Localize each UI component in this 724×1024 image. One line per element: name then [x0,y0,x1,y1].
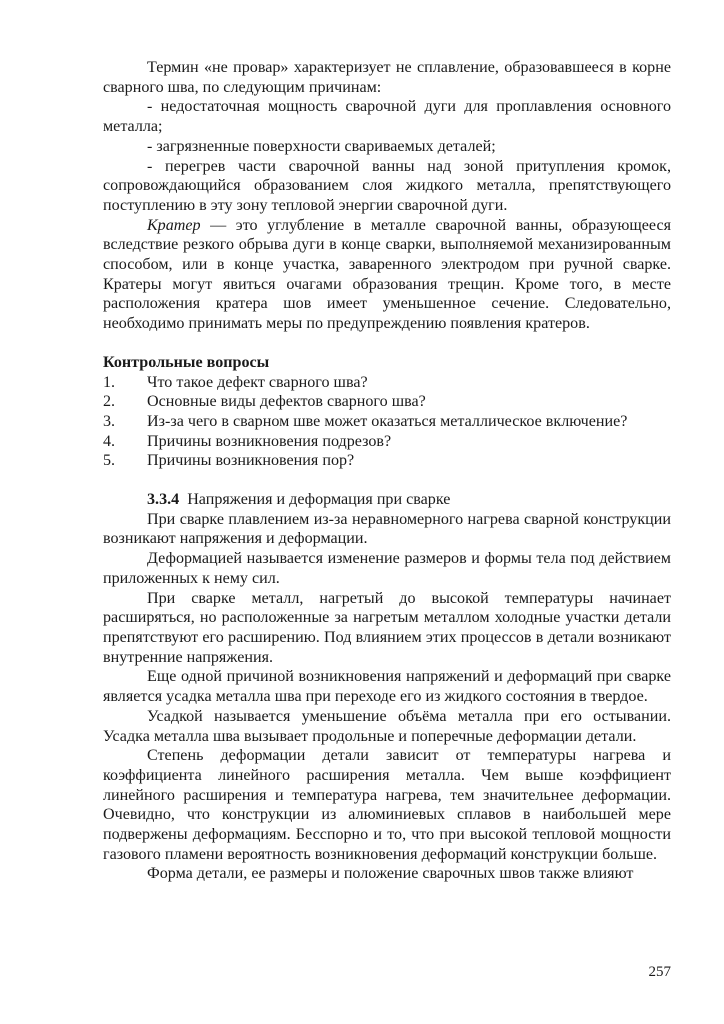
intro-paragraph: Термин «не провар» характеризует не сплавление, образовавшееся в корне сварного шва, по следующим причинам: [103,59,671,96]
page-content [103,58,671,884]
section-heading [103,490,671,510]
section-paragraph: Еще одной причиной возникновения напряжений и деформаций при сварке является усадка металла шва при переходе его из жидкого состояния в твердое. [103,668,671,706]
bullet-item: - перегрев части сварочной ванны над зоной притупления кромок, сопровождающийся образованием слоя жидкого металла, препятствующего поступлению в эту зону тепловой энергии сварочной дуги. [103,157,671,214]
list-item [103,432,671,452]
section-paragraph: Деформацией называется изменение размеров и формы тела под действием приложенных к нему сил. [103,550,671,587]
question-number: 1. [103,373,116,391]
bullet-item: - недостаточная мощность сварочной дуги для проплавления основного металла; [103,98,671,136]
question-number: 4. [103,432,116,450]
section-title: Напряжения и деформация при сварке [187,491,451,509]
section-paragraph: При сварке металл, нагретый до высокой температуры начинает расширяться, но расположенные за нагретым металлом холодные участки детали препятствуют его расширению. Под влиянием этих процессов в детали возникают внутренние напряжения. [103,589,671,666]
section-paragraph: Степень деформации детали зависит от температуры нагрева и коэффициента линейного расширения металла. Чем выше коэффициент линейного расширения и температура нагрева, тем значительнее деформации. Очевидно, что конструкции из алюминиевых сплавов в наибольшей мере подвержены деформациям. Бесспорно и то, что при высокой тепловой мощности газового пламени вероятность возникновения деформаций конструкции больше. [103,747,671,863]
list-item [103,451,671,471]
page-number: 257 [648,964,671,980]
question-text: Основные виды дефектов сварного шва? [147,393,426,411]
bullet-item: - загрязненные поверхности свариваемых деталей; [147,137,496,155]
section-number: 3.3.4 [147,491,180,509]
list-item [103,412,671,432]
question-text: Причины возникновения подрезов? [147,432,392,450]
crater-term: Кратер [147,216,201,234]
section-paragraph: Усадкой называется уменьшение объёма металла при его остывании. Усадка металла шва вызывает продольные и поперечные деформации детали. [103,707,671,745]
section-paragraph: Форма детали, ее размеры и положение сварочных швов также влияют [147,865,634,883]
crater-definition: — это углубление в металле сварочной ванны, образующееся вследствие резкого обрыва дуги в конце сварки, выполняемой механизированным способом, или в конце участка, заваренного электродом при ручной сварке. Кратеры могут явиться очагами образования трещин. Кроме того, в месте расположения кратера шов имеет уменьшенное сечение. Следовательно, необходимо принимать меры по предупреждению появления кратеров. [103,216,671,333]
question-text: Причины возникновения пор? [147,452,355,470]
question-number: 5. [103,452,116,470]
question-text: Что такое дефект сварного шва? [147,373,368,391]
questions-list [103,373,671,472]
section-paragraph: При сварке плавлением из-за неравномерного нагрева сварной конструкции возникают напряжения и деформации. [103,510,671,548]
question-number: 3. [103,412,116,430]
question-number: 2. [103,393,116,411]
question-text: Из-за чего в сварном шве может оказаться металлическое включение? [147,412,628,430]
questions-heading: Контрольные вопросы [103,353,270,371]
list-item [103,392,671,412]
crater-paragraph [103,216,671,334]
list-item [103,373,671,393]
